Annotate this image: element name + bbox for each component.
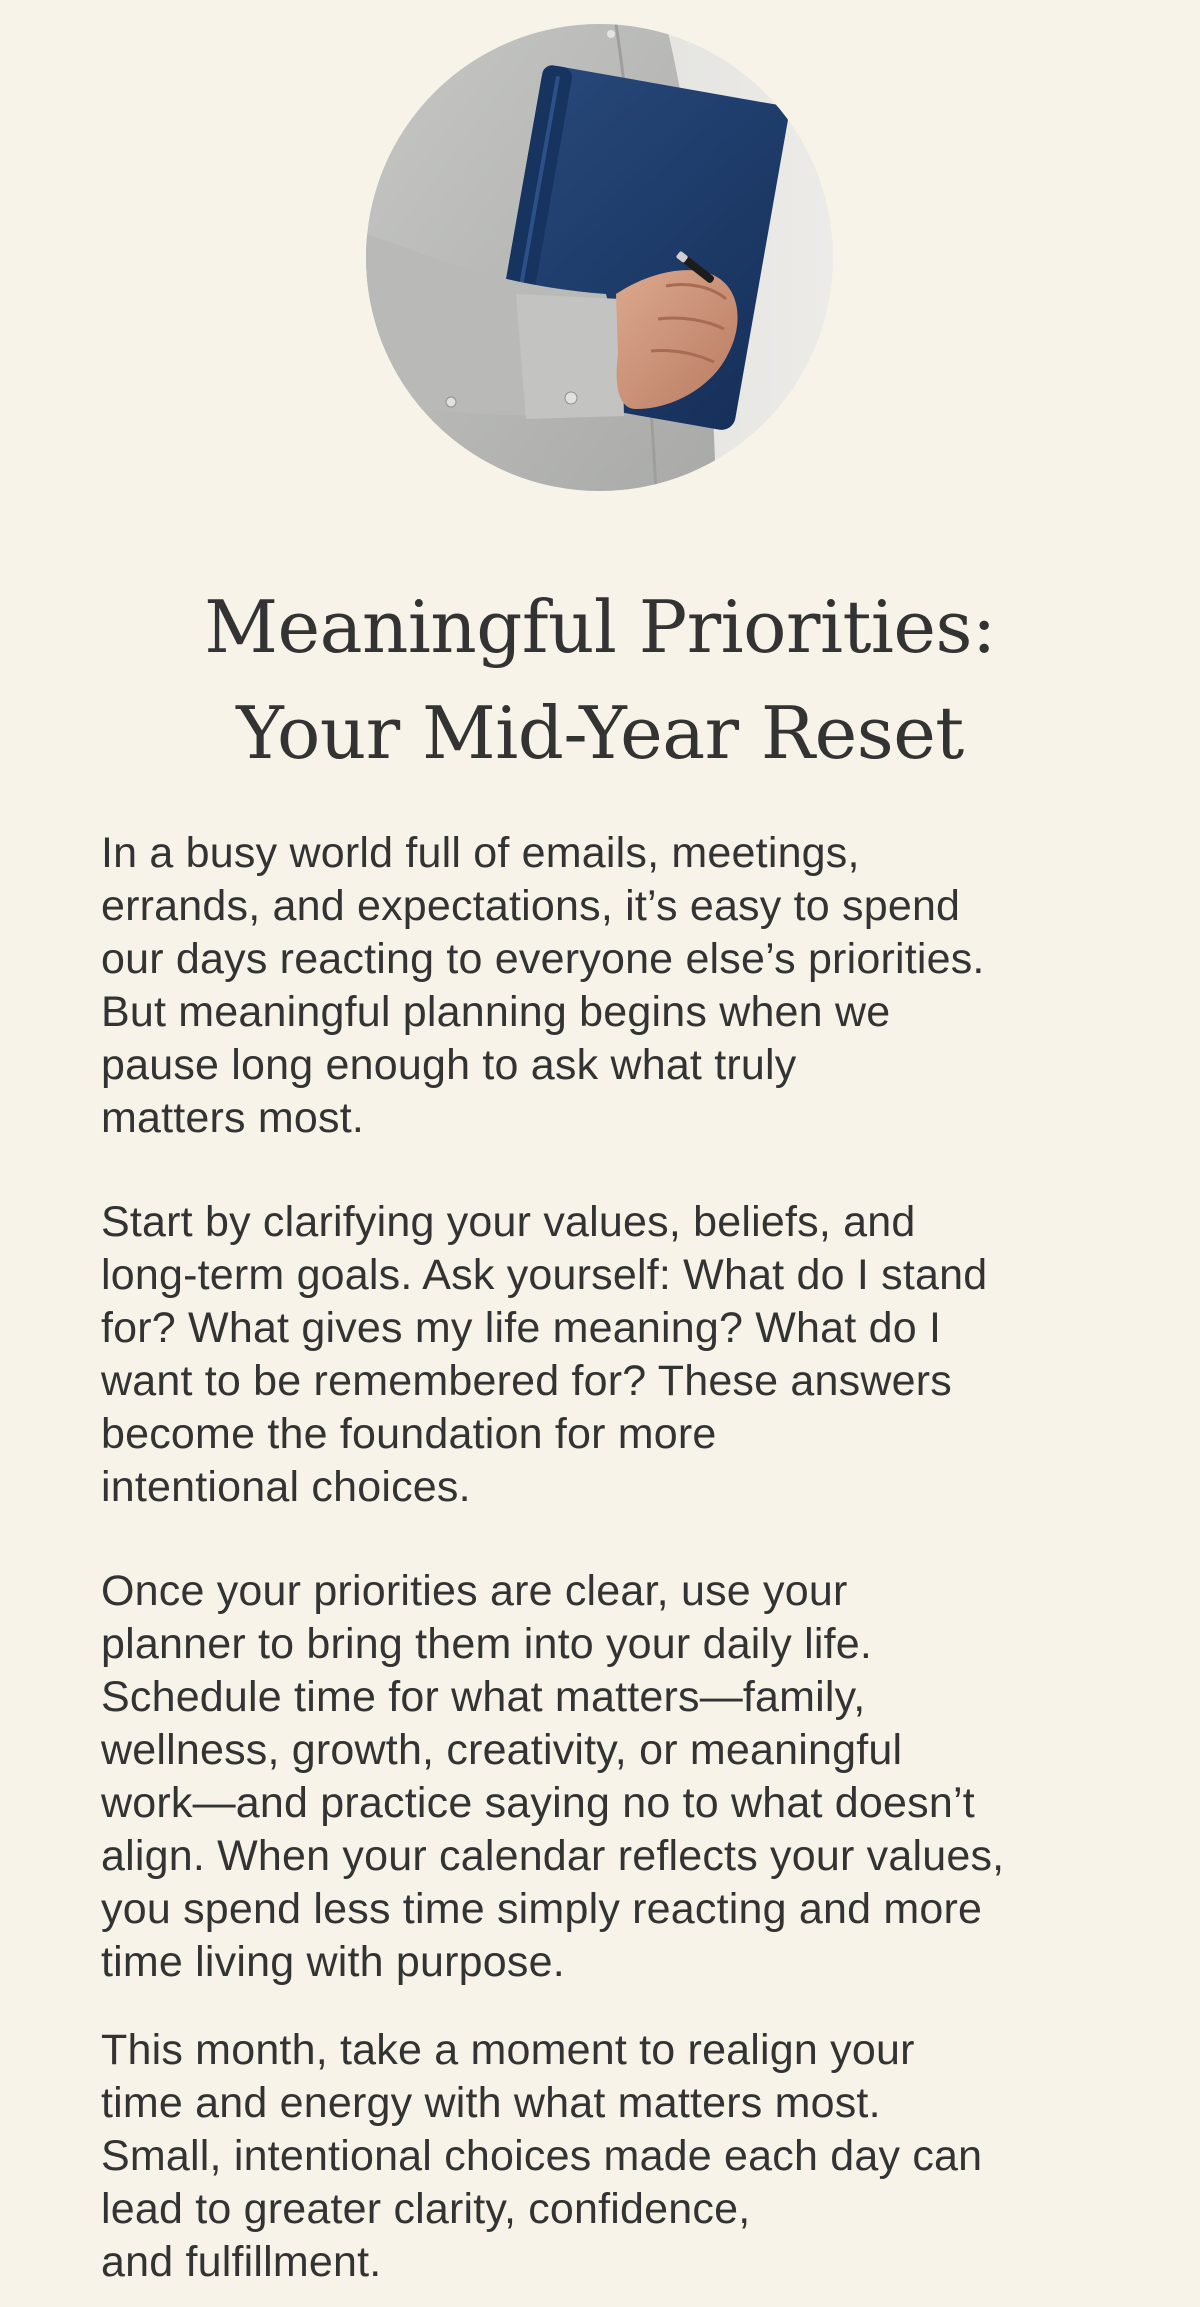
text-line: and fulfillment.	[101, 2238, 382, 2286]
text-line: Once your priorities are clear, use your	[101, 1567, 848, 1615]
text-line: Start by clarifying your values, beliefs, and	[101, 1198, 916, 1246]
text-line: In a busy world full of emails, meetings,	[101, 829, 860, 877]
paragraph-planner	[101, 1565, 1101, 1989]
title-line: Meaningful Priorities:	[204, 585, 996, 669]
text-line: you spend less time simply reacting and more	[101, 1885, 983, 1933]
text-line: long-term goals. Ask yourself: What do I stand	[101, 1251, 988, 1299]
text-line: But meaningful planning begins when we	[101, 988, 891, 1036]
text-line: intentional choices.	[101, 1463, 471, 1511]
hero-image	[366, 24, 833, 491]
text-line: for? What gives my life meaning? What do I	[101, 1304, 942, 1352]
text-line: work—and practice saying no to what doesn’t	[101, 1779, 975, 1827]
text-line: lead to greater clarity, confidence,	[101, 2185, 751, 2233]
text-line: Schedule time for what matters—family,	[101, 1673, 866, 1721]
paragraph-intro	[101, 827, 1101, 1145]
text-line: time living with purpose.	[101, 1938, 565, 1986]
title-line: Your Mid-Year Reset	[236, 691, 964, 775]
paragraph-values	[101, 1196, 1101, 1514]
article-title	[0, 574, 1200, 786]
text-line: errands, and expectations, it’s easy to spend	[101, 882, 961, 930]
text-line: want to be remembered for? These answers	[101, 1357, 952, 1405]
text-line: pause long enough to ask what truly	[101, 1041, 797, 1089]
text-line: matters most.	[101, 1094, 365, 1142]
text-line: planner to bring them into your daily life.	[101, 1620, 873, 1668]
text-line: become the foundation for more	[101, 1410, 717, 1458]
text-line: align. When your calendar reflects your values,	[101, 1832, 1005, 1880]
paragraph-closing	[101, 2024, 1101, 2289]
text-line: wellness, growth, creativity, or meaningful	[101, 1726, 903, 1774]
text-line: our days reacting to everyone else’s priorities.	[101, 935, 985, 983]
text-line: This month, take a moment to realign your	[101, 2026, 915, 2074]
text-line: Small, intentional choices made each day can	[101, 2132, 983, 2180]
text-line: time and energy with what matters most.	[101, 2079, 881, 2127]
